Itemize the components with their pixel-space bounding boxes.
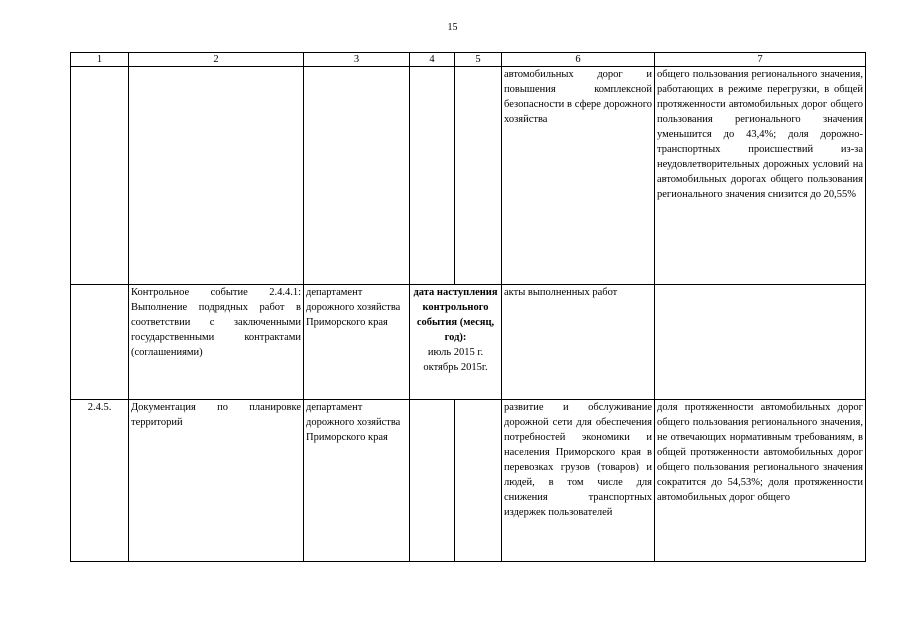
cell-end xyxy=(455,67,502,285)
cell-name xyxy=(129,67,304,285)
cell-end xyxy=(455,400,502,562)
cell-executor: департамент дорожного хозяйства Приморского края xyxy=(304,400,410,562)
control-date-label: дата наступления контрольного события (месяц, год): xyxy=(413,287,498,343)
cell-start xyxy=(410,400,455,562)
table-row xyxy=(71,400,866,562)
control-date-value-2: октябрь 2015г. xyxy=(423,362,488,373)
header-cell: 3 xyxy=(304,53,410,67)
cell-executor: департамент дорожного хозяйства Приморского края xyxy=(304,285,410,400)
header-cell: 6 xyxy=(502,53,655,67)
cell-name: Документация по планировке территорий xyxy=(129,400,304,562)
cell-start xyxy=(410,67,455,285)
page-number: 15 xyxy=(447,22,458,33)
cell-number xyxy=(71,67,129,285)
header-cell: 1 xyxy=(71,53,129,67)
cell-name: Контрольное событие 2.4.4.1: Выполнение подрядных работ в соответствии с заключенными государственными контрактами (соглашениями) xyxy=(129,285,304,400)
cell-indicator: общего пользования регионального значения, работающих в режиме перегрузки, в общей протяженности автомобильных дорог общего пользования регионального значения уменьшится до 43,4%; доля дорожно-транспортных происшествий из-за неудовлетворительных дорожных условий на автомобильных дорогах общего пользования регионального значения снизится до 20,55% xyxy=(655,67,866,285)
header-cell: 2 xyxy=(129,53,304,67)
plan-table xyxy=(70,52,866,562)
cell-number xyxy=(71,285,129,400)
cell-indicator: доля протяженности автомобильных дорог общего пользования регионального значения, не отвечающих нормативным требованиям, в общей протяженности автомобильных дорог общего пользования регионального значения сократится до 54,53%; доля протяженности автомобильных дорог общего xyxy=(655,400,866,562)
cell-executor xyxy=(304,67,410,285)
header-cell: 4 xyxy=(410,53,455,67)
cell-indicator xyxy=(655,285,866,400)
header-cell: 5 xyxy=(455,53,502,67)
cell-control-date xyxy=(410,285,502,400)
cell-result: развитие и обслуживание дорожной сети для обеспечения потребностей экономики и населения Приморского края в перевозках грузов (товаров) и людей, в том числе для снижения транспортных издержек пользователей xyxy=(502,400,655,562)
table-row xyxy=(71,67,866,285)
cell-result: автомобильных дорог и повышения комплексной безопасности в сфере дорожного хозяйства xyxy=(502,67,655,285)
cell-result: акты выполненных работ xyxy=(502,285,655,400)
header-cell: 7 xyxy=(655,53,866,67)
table-row xyxy=(71,285,866,400)
header-row xyxy=(71,53,866,67)
control-date-value-1: июль 2015 г. xyxy=(427,347,484,358)
cell-number: 2.4.5. xyxy=(71,400,129,562)
